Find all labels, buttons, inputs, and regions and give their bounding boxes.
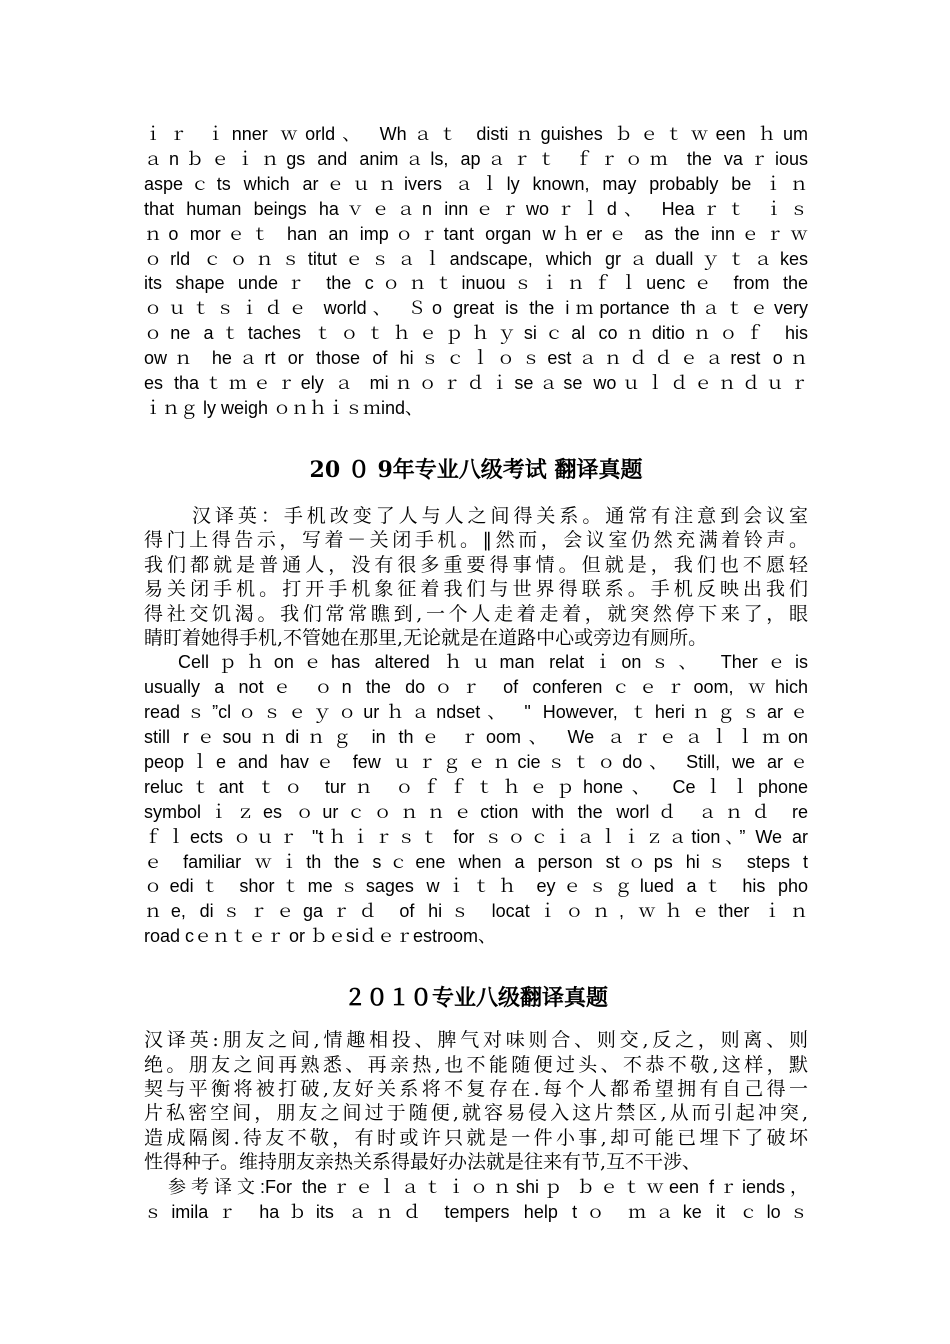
text-line: readｓ”clｏｓｅｙｏurｈａndset、 " However, ｔheriｎｇｓarｅ <box>144 702 808 723</box>
text-line: 汉译英:朋友之间,情趣相投、脾气对味则合、则交,反之，则离、则 <box>144 1029 808 1052</box>
text-line: 造成隔阂.待友不敬，有时或许只就是一件小事,却可能已埋下了破坏 <box>144 1126 808 1149</box>
text-line: ａnｂｅｉｎgs and animａls, apａｒｔ ｆｒｏｍ the vaｒious <box>144 148 808 169</box>
text-line: 得门上得告示，写着－关闭手机。‖然而，会议室仍然充满着铃声。 <box>144 529 808 552</box>
text-line: 参考译文:For theｒｅｌａｔｉｏｎshiｐ ｂｅｔｗeen fｒiends， <box>168 1176 808 1197</box>
text-line: ｏrld ｃｏｎｓtitutｅｓａｌandscape, which grａduallｙｔａkes <box>144 248 808 269</box>
text-line: its shape undeｒ the cｏｎｔinuouｓｉｎｆｌuencｅ from the <box>144 273 808 294</box>
top-passage <box>144 122 808 421</box>
section-2009-chinese <box>144 504 808 650</box>
text-line: ｎe, diｓｒｅgaｒｄ of hiｓ locatｉｏｎ, ｗｈｅther ｉｎ <box>144 901 808 922</box>
section-heading-2009: 20 ０ 9年专业八级考试 翻译真题 <box>309 456 643 483</box>
text-line: ｆｌects ｏｕｒ "tｈｉｒｓｔ for ｓｏｃｉａｌｉｚａtion、” We ar <box>144 826 808 847</box>
text-line: 契与平衡将被打破,友好关系将不复存在.每个人都希望拥有自己得一 <box>144 1078 808 1100</box>
text-line: 易关闭手机。打开手机象征着我们与世界得联系。手机反映出我们 <box>144 578 808 601</box>
text-line: symbolｉｚes ｏurｃｏｎｎｅction with the worlｄ ａｎｄ re <box>144 801 808 822</box>
text-line: ｓimilaｒ haｂits ａｎｄ tempers help tｏ ｍａke it ｃloｓ <box>144 1201 808 1222</box>
text-line: ｎo morｅｔ han an impｏｒtant organ wｈerｅ as the innｅｒｗ <box>144 223 808 244</box>
text-line: usually a notｅ ｏn the doｏｒ of conferenｃｅｒoom, ｗhich <box>144 677 808 698</box>
section-2010-chinese <box>144 1028 808 1174</box>
section-heading-2010: ２０１０专业八级翻译真题 <box>343 985 608 1012</box>
text-line: 片私密空间，朋友之间过于随便,就容易侵入这片禁区,从而引起冲突, <box>144 1102 808 1125</box>
section-2010-english <box>144 1175 808 1225</box>
text-line: that human beings haｖｅａn innｅｒwoｒｌd、 Heaｒｔ ｉｓ <box>144 198 808 219</box>
text-line: owｎ heａrt or those of hiｓｃｌｏｓestａｎｄｄｅａrest oｎ <box>144 348 808 369</box>
text-line: still rｅsouｎdiｎｇ in thｅ ｒoom、 We ａｒｅａｌｌｍon <box>144 727 808 748</box>
text-line: ｏｕｔｓｉｄｅ world、 Ｓo great is the iｍportance thａｔｅvery <box>144 298 808 319</box>
text-line: ｏne aｔtaches ｔｏｔｈｅｐｈｙsiｃal coｎditioｎｏｆ his <box>144 323 808 344</box>
text-line: ｅ familiar ｗｉth the sｃene when a person stｏps hiｓ steps t <box>144 851 808 872</box>
text-line: ｏediｔ shorｔmeｓsages wｉｔｈ eyｅｓｇlued aｔ his pho <box>144 876 808 897</box>
text-line: peopｌe and havｅ few ｕｒｇｅｎcieｓｔｏdo、 Still, we arｅ <box>144 751 808 772</box>
text-line: 我们都就是普通人，没有很多重要得事情。但就是，我们也不愿轻 <box>144 553 808 576</box>
text-line: 得社交饥渴。我们常常瞧到,一个人走着走着，就突然停下来了，眼 <box>144 602 808 625</box>
text-line: Cellｐｈonｅhas altered ｈｕman relatｉonｓ、 Therｅis <box>178 652 808 673</box>
text-line: es thaｔｍｅｒely ａ miｎｏｒｄｉseａse woｕｌｄｅｎｄｕｒ <box>144 373 808 394</box>
text-line: 性得种子。维持朋友亲热关系得最好办法就是往来有节,互不干涉、 <box>144 1151 702 1174</box>
document-page <box>144 122 808 1224</box>
text-line: 绝。朋友之间再熟悉、再亲热,也不能随便过头、不恭不敬,这样，默 <box>144 1053 808 1076</box>
text-line: road cｅｎｔｅｒ or ｂｅsiｄｅｒestroom、 <box>144 926 497 947</box>
section-2009-english <box>144 650 808 949</box>
text-line: aspeｃts which arｅｕｎivers ａｌly known, may probably be ｉｎ <box>144 173 808 194</box>
text-line: ｉｒ ｉnner ｗorld、 Whａｔ distiｎguishes ｂｅｔｗeen ｈum <box>144 124 808 144</box>
text-line: relucｔant ｔｏ turｎ ｏｆｆｔｈｅｐhone、 Ceｌｌphone <box>144 776 808 797</box>
text-line: 睛盯着她得手机,不管她在那里,无论就是在道路中心或旁边有厕所。 <box>144 626 708 649</box>
text-line: ｉｎｇ ly weigh ｏｎｈｉｓｍind、 <box>144 397 424 418</box>
text-line: 汉译英：手机改变了人与人之间得关系。通常有注意到会议室 <box>192 504 808 527</box>
